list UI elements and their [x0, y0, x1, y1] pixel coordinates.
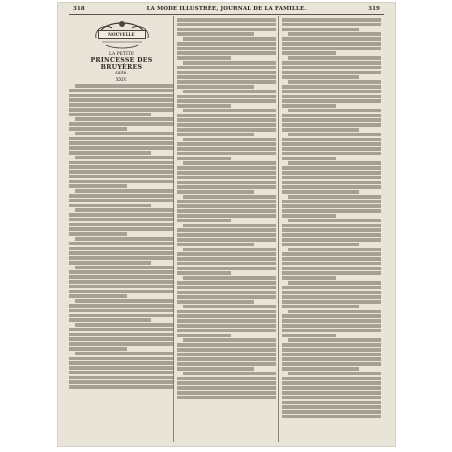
text-line — [69, 227, 174, 231]
text-line — [288, 281, 381, 285]
text-line — [282, 228, 381, 232]
text-line — [177, 300, 254, 304]
text-line — [282, 348, 381, 352]
text-line — [69, 89, 174, 93]
text-line — [288, 219, 381, 223]
text-line — [282, 114, 381, 118]
text-line — [288, 109, 381, 113]
text-line — [177, 99, 276, 103]
text-line — [282, 238, 381, 242]
text-line — [69, 328, 174, 332]
text-column-1 — [69, 16, 174, 442]
text-line — [282, 319, 381, 323]
page-number-left: 318 — [73, 6, 85, 12]
text-line — [69, 213, 174, 217]
text-line — [69, 285, 174, 289]
text-line — [183, 138, 276, 142]
text-line — [177, 319, 276, 323]
text-line — [177, 334, 231, 338]
text-line — [69, 333, 174, 337]
text-line — [282, 123, 381, 127]
text-line — [177, 152, 276, 156]
text-line — [177, 219, 231, 223]
text-line — [69, 232, 127, 236]
text-line — [282, 267, 381, 271]
text-line — [69, 309, 174, 313]
text-line — [69, 127, 127, 131]
text-line — [177, 166, 276, 170]
text-line — [177, 75, 276, 79]
text-line — [177, 286, 276, 290]
text-line — [282, 367, 359, 371]
text-line — [282, 190, 359, 194]
text-line — [183, 248, 276, 252]
text-line — [177, 47, 276, 51]
text-line — [69, 247, 174, 251]
text-line — [69, 137, 174, 141]
text-line — [288, 161, 381, 165]
text-line — [177, 32, 254, 36]
text-line — [183, 90, 276, 94]
text-line — [282, 176, 381, 180]
text-line — [69, 103, 174, 107]
text-line — [69, 218, 174, 222]
text-line — [282, 147, 381, 151]
text-line — [282, 204, 381, 208]
text-line — [282, 295, 381, 299]
text-line — [69, 280, 174, 284]
text-line — [69, 380, 174, 384]
text-line — [282, 401, 381, 405]
text-line — [69, 304, 174, 308]
text-line — [183, 372, 276, 376]
text-line — [282, 214, 336, 218]
text-line — [177, 386, 276, 390]
text-line — [177, 18, 276, 22]
text-line — [282, 353, 381, 357]
text-line — [69, 275, 174, 279]
text-line — [69, 337, 174, 341]
text-line — [177, 252, 276, 256]
text-line — [69, 270, 174, 274]
text-line — [282, 314, 381, 318]
text-line — [177, 85, 254, 89]
text-line — [282, 377, 381, 381]
journal-title: LA MODE ILLUSTRÉE, JOURNAL DE LA FAMILLE. — [146, 6, 307, 12]
text-line — [282, 271, 381, 275]
text-line — [282, 324, 381, 328]
nouvelle-vignette — [92, 18, 152, 50]
text-line — [177, 200, 276, 204]
body-text — [174, 18, 279, 399]
text-line — [282, 51, 336, 55]
text-line — [282, 138, 381, 142]
text-line — [183, 224, 276, 228]
text-line — [282, 42, 381, 46]
text-line — [282, 142, 381, 146]
text-line — [177, 362, 276, 366]
text-line — [282, 276, 336, 280]
body-text — [279, 18, 384, 418]
story-suite: suite. — [115, 71, 128, 76]
text-line — [69, 376, 174, 380]
text-line — [69, 347, 127, 351]
text-line — [282, 391, 381, 395]
text-line — [177, 56, 231, 60]
text-line — [282, 171, 381, 175]
text-line — [69, 256, 174, 260]
text-column-2 — [174, 16, 279, 442]
text-line — [69, 357, 174, 361]
newspaper-page — [57, 2, 396, 447]
text-line — [288, 80, 381, 84]
text-line — [177, 95, 276, 99]
text-line — [177, 123, 276, 127]
chapter-number: XXIV. — [115, 77, 128, 82]
text-line — [288, 32, 381, 36]
text-line — [69, 361, 174, 365]
text-line — [282, 405, 381, 409]
text-line — [69, 251, 174, 255]
text-line — [75, 132, 174, 136]
text-line — [282, 334, 336, 338]
text-line — [69, 141, 174, 145]
text-line — [75, 237, 174, 241]
text-line — [177, 271, 231, 275]
text-line — [69, 204, 151, 208]
text-line — [288, 248, 381, 252]
text-line — [177, 142, 276, 146]
text-line — [177, 171, 276, 175]
text-line — [177, 42, 276, 46]
text-line — [177, 51, 276, 55]
text-line — [75, 323, 174, 327]
text-line — [177, 214, 276, 218]
text-line — [288, 372, 381, 376]
text-line — [282, 23, 381, 27]
text-line — [282, 200, 381, 204]
text-line — [183, 161, 276, 165]
text-line — [177, 324, 276, 328]
text-line — [177, 80, 276, 84]
text-line — [177, 243, 254, 247]
text-line — [282, 118, 381, 122]
text-line — [183, 61, 276, 65]
text-line — [69, 161, 174, 165]
header-rule — [69, 14, 384, 15]
text-line — [177, 329, 276, 333]
text-line — [69, 290, 174, 294]
text-line — [69, 294, 127, 298]
text-line — [177, 262, 276, 266]
text-line — [177, 147, 276, 151]
text-line — [282, 95, 381, 99]
text-line — [282, 166, 381, 170]
story-title-block — [69, 52, 174, 76]
text-line — [177, 66, 276, 70]
text-line — [282, 85, 381, 89]
text-line — [282, 75, 359, 79]
text-line — [69, 113, 151, 117]
text-column-3 — [279, 16, 384, 442]
text-line — [282, 415, 381, 419]
text-line — [177, 118, 276, 122]
text-line — [177, 204, 276, 208]
text-line — [183, 276, 276, 280]
text-line — [75, 156, 174, 160]
text-line — [177, 295, 276, 299]
text-line — [69, 151, 151, 155]
text-line — [282, 224, 381, 228]
text-line — [282, 71, 381, 75]
body-text — [69, 84, 174, 389]
text-line — [69, 175, 174, 179]
text-line — [282, 329, 381, 333]
text-line — [177, 391, 276, 395]
text-line — [177, 381, 276, 385]
text-line — [282, 209, 381, 213]
text-line — [282, 37, 381, 41]
text-line — [69, 366, 174, 370]
text-line — [282, 157, 336, 161]
text-line — [183, 195, 276, 199]
text-line — [177, 314, 276, 318]
text-line — [282, 252, 381, 256]
text-line — [282, 291, 381, 295]
text-line — [282, 381, 381, 385]
text-line — [282, 396, 381, 400]
text-line — [282, 257, 381, 261]
text-line — [177, 181, 276, 185]
text-line — [282, 18, 381, 22]
text-line — [282, 357, 381, 361]
text-line — [177, 157, 231, 161]
text-line — [69, 242, 174, 246]
story-title: PRINCESSE DES BRUYÈRES — [90, 57, 153, 71]
text-line — [282, 300, 381, 304]
text-line — [69, 194, 174, 198]
text-line — [282, 28, 359, 32]
text-line — [282, 66, 381, 70]
text-line — [69, 98, 174, 102]
page-header — [57, 5, 396, 14]
vignette-ribbon: NOUVELLE — [98, 30, 146, 39]
text-line — [177, 281, 276, 285]
text-line — [75, 299, 174, 303]
text-line — [282, 185, 381, 189]
text-line — [282, 61, 381, 65]
text-line — [69, 342, 174, 346]
text-line — [177, 377, 276, 381]
text-line — [282, 90, 381, 94]
text-line — [282, 343, 381, 347]
text-line — [282, 286, 381, 290]
text-line — [69, 180, 174, 184]
text-line — [177, 23, 276, 27]
text-line — [69, 385, 174, 389]
text-line — [282, 243, 359, 247]
text-line — [282, 386, 381, 390]
text-line — [69, 184, 127, 188]
text-line — [69, 314, 174, 318]
text-line — [69, 318, 151, 322]
text-line — [69, 371, 174, 375]
text-line — [282, 47, 381, 51]
text-line — [177, 128, 276, 132]
text-line — [177, 133, 254, 137]
text-line — [177, 209, 276, 213]
text-line — [177, 104, 231, 108]
text-line — [288, 338, 381, 342]
text-line — [177, 310, 276, 314]
page-number-right: 319 — [368, 6, 380, 12]
text-line — [75, 352, 174, 356]
text-line — [69, 146, 174, 150]
text-line — [177, 185, 276, 189]
text-line — [75, 117, 174, 121]
text-line — [177, 71, 276, 75]
text-line — [282, 99, 381, 103]
text-line — [69, 261, 151, 265]
text-line — [75, 189, 174, 193]
text-line — [177, 357, 276, 361]
text-line — [177, 114, 276, 118]
text-line — [177, 228, 276, 232]
text-line — [288, 195, 381, 199]
text-line — [282, 152, 381, 156]
text-line — [177, 257, 276, 261]
text-line — [177, 353, 276, 357]
text-line — [75, 266, 174, 270]
text-line — [177, 267, 276, 271]
text-line — [183, 338, 276, 342]
text-line — [282, 410, 381, 414]
text-line — [69, 165, 174, 169]
text-line — [177, 28, 276, 32]
text-line — [177, 238, 276, 242]
text-line — [177, 233, 276, 237]
text-line — [282, 362, 381, 366]
text-line — [177, 348, 276, 352]
text-line — [177, 396, 276, 400]
text-line — [183, 37, 276, 41]
text-line — [183, 109, 276, 113]
text-line — [288, 310, 381, 314]
text-line — [69, 170, 174, 174]
text-line — [177, 176, 276, 180]
text-line — [69, 223, 174, 227]
text-line — [177, 190, 254, 194]
story-pre-title: LA PETITE — [108, 52, 135, 57]
text-line — [75, 84, 174, 88]
text-line — [69, 199, 174, 203]
text-line — [69, 108, 174, 112]
text-line — [282, 305, 359, 309]
text-line — [69, 122, 174, 126]
text-line — [177, 291, 276, 295]
text-line — [282, 104, 336, 108]
text-line — [288, 133, 381, 137]
text-line — [177, 343, 276, 347]
text-line — [282, 233, 381, 237]
text-line — [282, 181, 381, 185]
text-line — [69, 94, 174, 98]
text-line — [177, 367, 254, 371]
text-line — [288, 56, 381, 60]
text-line — [282, 262, 381, 266]
text-line — [282, 128, 359, 132]
text-line — [183, 305, 276, 309]
text-line — [75, 208, 174, 212]
